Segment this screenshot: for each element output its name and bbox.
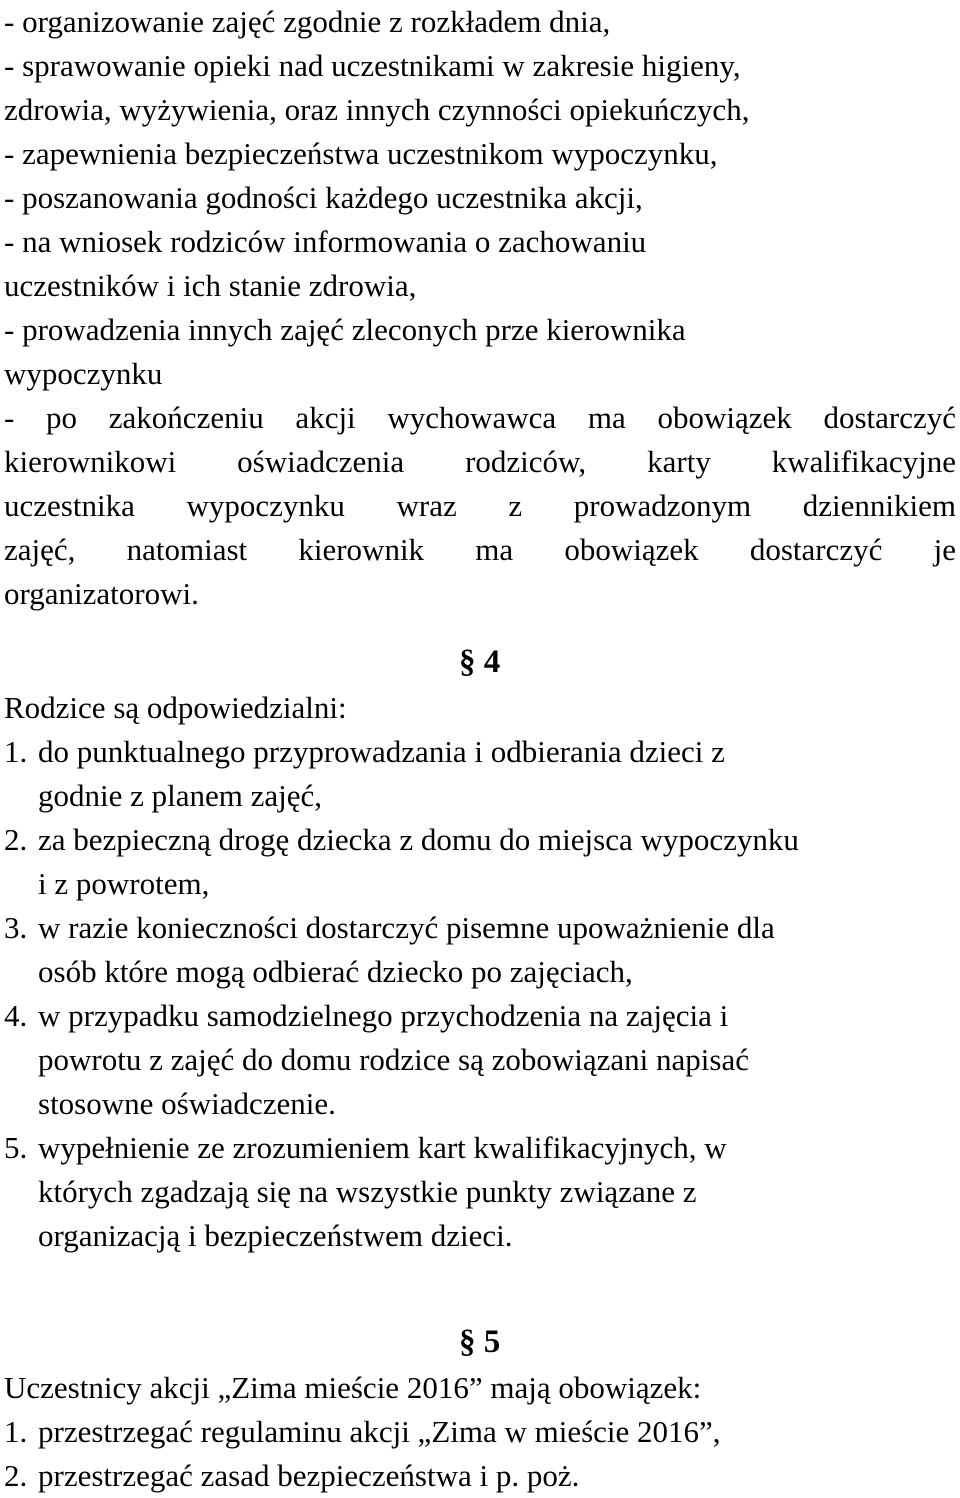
- section-4-lead: Rodzice są odpowiedzialni:: [4, 690, 347, 725]
- intro-line: uczestnika wypoczynku wraz z prowadzonym dziennikiem: [4, 488, 956, 523]
- list-item-text: wypełnienie ze zrozumieniem kart kwalifikacyjnych, w: [38, 1130, 727, 1165]
- list-item-number: 2.: [4, 1458, 28, 1493]
- list-item-text: organizacją i bezpieczeństwem dzieci.: [38, 1218, 513, 1253]
- intro-line: zajęć, natomiast kierownik ma obowiązek dostarczyć je: [4, 532, 956, 567]
- list-item-number: 5.: [4, 1130, 28, 1165]
- list-item-number: 2.: [4, 822, 28, 857]
- intro-line: wypoczynku: [4, 356, 163, 391]
- intro-line: kierownikowi oświadczenia rodziców, karty kwalifikacyjne: [4, 444, 956, 479]
- intro-line: - po zakończeniu akcji wychowawca ma obowiązek dostarczyć: [4, 400, 956, 435]
- section-4-heading: [4, 638, 956, 686]
- section-symbol: §: [459, 1324, 476, 1360]
- intro-line: - sprawowanie opieki nad uczestnikami w zakresie higieny,: [4, 48, 741, 83]
- intro-line: - organizowanie zajęć zgodnie z rozkładem dnia,: [4, 4, 611, 39]
- section-5-lead: Uczestnicy akcji „Zima mieście 2016” mają obowiązek:: [4, 1370, 702, 1405]
- section-4: [4, 638, 956, 1258]
- list-item-text: za bezpieczną drogę dziecka z domu do miejsca wypoczynku: [38, 822, 799, 857]
- intro-line: - prowadzenia innych zajęć zleconych prze kierownika: [4, 312, 686, 347]
- section-5-heading: [4, 1318, 956, 1366]
- intro-line: - poszanowania godności każdego uczestnika akcji,: [4, 180, 643, 215]
- list-item: [4, 994, 956, 1126]
- list-item: [4, 906, 956, 994]
- list-item-number: 1.: [4, 1414, 28, 1449]
- list-item-text: przestrzegać zasad bezpieczeństwa i p. poż.: [38, 1458, 580, 1493]
- list-item: [4, 730, 956, 818]
- intro-line: zdrowia, wyżywienia, oraz innych czynności opiekuńczych,: [4, 92, 750, 127]
- list-item-number: 3.: [4, 910, 28, 945]
- intro-line: uczestników i ich stanie zdrowia,: [4, 268, 417, 303]
- list-item-text: powrotu z zajęć do domu rodzice są zobowiązani napisać: [38, 1042, 749, 1077]
- list-item-text: których zgadzają się na wszystkie punkty związane z: [38, 1174, 697, 1209]
- section-number: 4: [483, 644, 501, 680]
- list-item: [4, 1454, 956, 1498]
- list-item-text: przestrzegać regulaminu akcji „Zima w mieście 2016”,: [38, 1414, 721, 1449]
- intro-line: - na wniosek rodziców informowania o zachowaniu: [4, 224, 647, 259]
- intro-line: - zapewnienia bezpieczeństwa uczestnikom wypoczynku,: [4, 136, 718, 171]
- list-item: [4, 1126, 956, 1258]
- list-item-text: do punktualnego przyprowadzania i odbierania dzieci z: [38, 734, 725, 769]
- list-item-number: 4.: [4, 998, 28, 1033]
- section-symbol: §: [459, 644, 476, 680]
- list-item-text: i z powrotem,: [38, 866, 210, 901]
- list-item-number: 1.: [4, 734, 28, 769]
- list-item-text: w przypadku samodzielnego przychodzenia na zajęcia i: [38, 998, 729, 1033]
- list-item-text: stosowne oświadczenie.: [38, 1086, 336, 1121]
- list-item: [4, 1410, 956, 1454]
- section-5: [4, 1318, 956, 1498]
- list-item-text: osób które mogą odbierać dziecko po zajęciach,: [38, 954, 633, 989]
- list-item-text: godnie z planem zajęć,: [38, 778, 323, 813]
- intro-block: [4, 0, 956, 616]
- intro-line: organizatorowi.: [4, 576, 199, 611]
- list-item-text: w razie konieczności dostarczyć pisemne upoważnienie dla: [38, 910, 775, 945]
- section-number: 5: [483, 1324, 501, 1360]
- list-item: [4, 818, 956, 906]
